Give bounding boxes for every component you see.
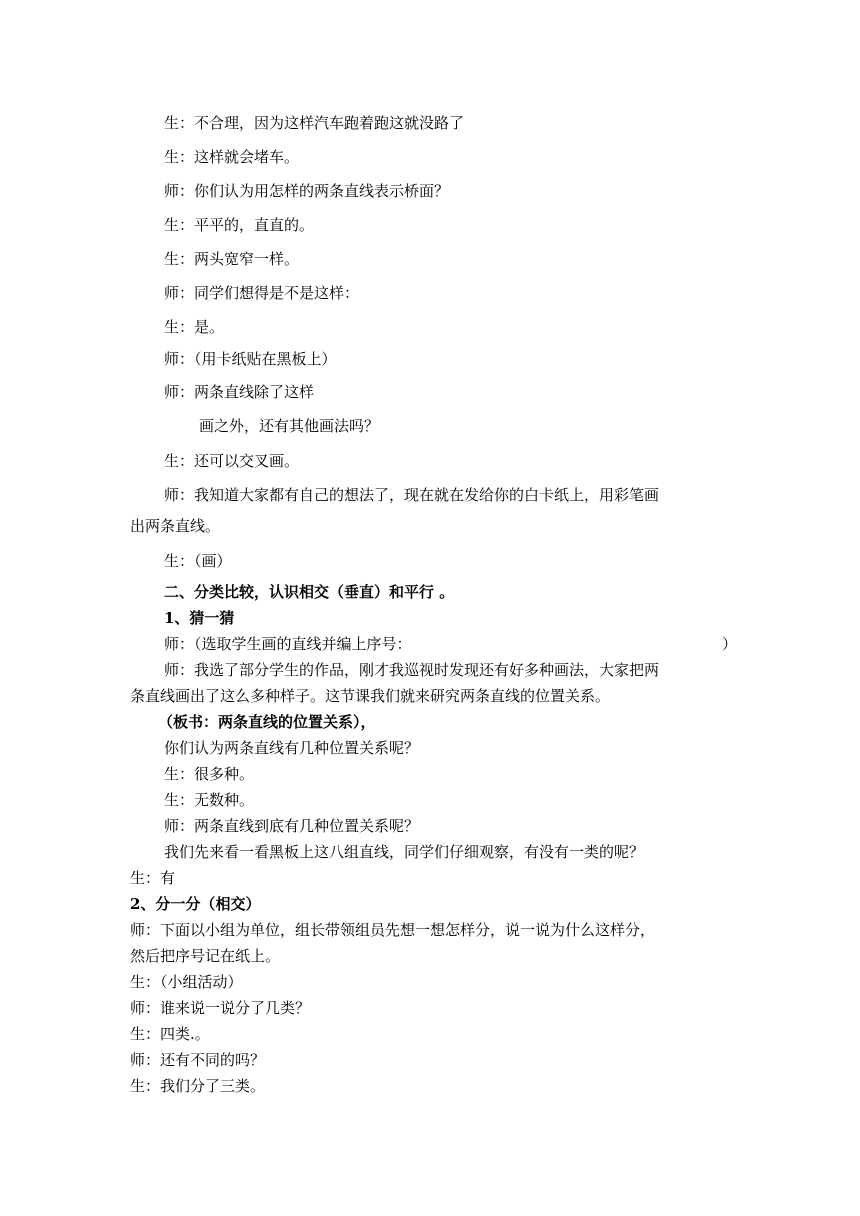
text-line: 生：（小组活动） bbox=[130, 973, 243, 991]
subsection-heading: 1、猜一猜 bbox=[164, 609, 235, 627]
text-line: 师：同学们想得是不是这样： bbox=[164, 284, 360, 302]
text-line: 生：无数种。 bbox=[164, 791, 255, 809]
text-line: 师：谁来说一说分了几类？ bbox=[130, 999, 311, 1017]
text-line: 师：（用卡纸贴在黑板上） bbox=[164, 350, 337, 368]
text-line: 生：是。 bbox=[164, 318, 225, 336]
text-line: 师：两条直线除了这样 bbox=[164, 383, 315, 401]
text-line: 然后把序号记在纸上。 bbox=[130, 947, 281, 965]
text-line: 你们认为两条直线有几种位置关系呢？ bbox=[164, 739, 420, 757]
text-line: 师：下面以小组为单位，组长带领组员先想一想怎样分，说一说为什么这样分， bbox=[130, 921, 656, 939]
text-line: 生：平平的，直直的。 bbox=[164, 216, 315, 234]
text-line: 师：我知道大家都有自己的想法了，现在就在发给你的白卡纸上，用彩笔画 bbox=[164, 486, 660, 504]
text-line: 条直线画出了这么多种样子。这节课我们就来研究两条直线的位置关系。 bbox=[130, 687, 611, 705]
subsection-heading: 2、分一分（相交） bbox=[130, 895, 261, 913]
text-line: 师：两条直线到底有几种位置关系呢？ bbox=[164, 817, 420, 835]
section-heading: 二、分类比较，认识相交（垂直）和平行 。 bbox=[164, 583, 455, 601]
text-line: 生：我们分了三类。 bbox=[130, 1077, 266, 1095]
text-line: 我们先来看一看黑板上这八组直线，同学们仔细观察，有没有一类的呢？ bbox=[164, 843, 645, 861]
text-line: 师：我选了部分学生的作品，刚才我巡视时发现还有好多种画法，大家把两 bbox=[164, 661, 660, 679]
board-note: （板书：两条直线的位置关系）， bbox=[158, 713, 376, 731]
text-line: 生：（画） bbox=[164, 552, 232, 570]
text-line: ） bbox=[722, 635, 738, 653]
text-line: 师：还有不同的吗？ bbox=[130, 1051, 266, 1069]
text-line: 师：（选取学生画的直线并编上序号： bbox=[164, 635, 412, 653]
text-line: 生：这样就会堵车。 bbox=[164, 148, 300, 166]
text-line: 生：有 bbox=[130, 869, 176, 887]
text-line: 生：四类.。 bbox=[130, 1025, 210, 1043]
text-line: 生：两头宽窄一样。 bbox=[164, 250, 300, 268]
text-line: 出两条直线。 bbox=[130, 517, 221, 535]
text-line: 师：你们认为用怎样的两条直线表示桥面？ bbox=[164, 182, 450, 200]
text-line: 生：很多种。 bbox=[164, 765, 255, 783]
text-line: 画之外，还有其他画法吗？ bbox=[199, 417, 380, 435]
text-line: 生：不合理，因为这样汽车跑着跑这就没路了 bbox=[164, 114, 465, 132]
text-line: 生：还可以交叉画。 bbox=[164, 452, 300, 470]
